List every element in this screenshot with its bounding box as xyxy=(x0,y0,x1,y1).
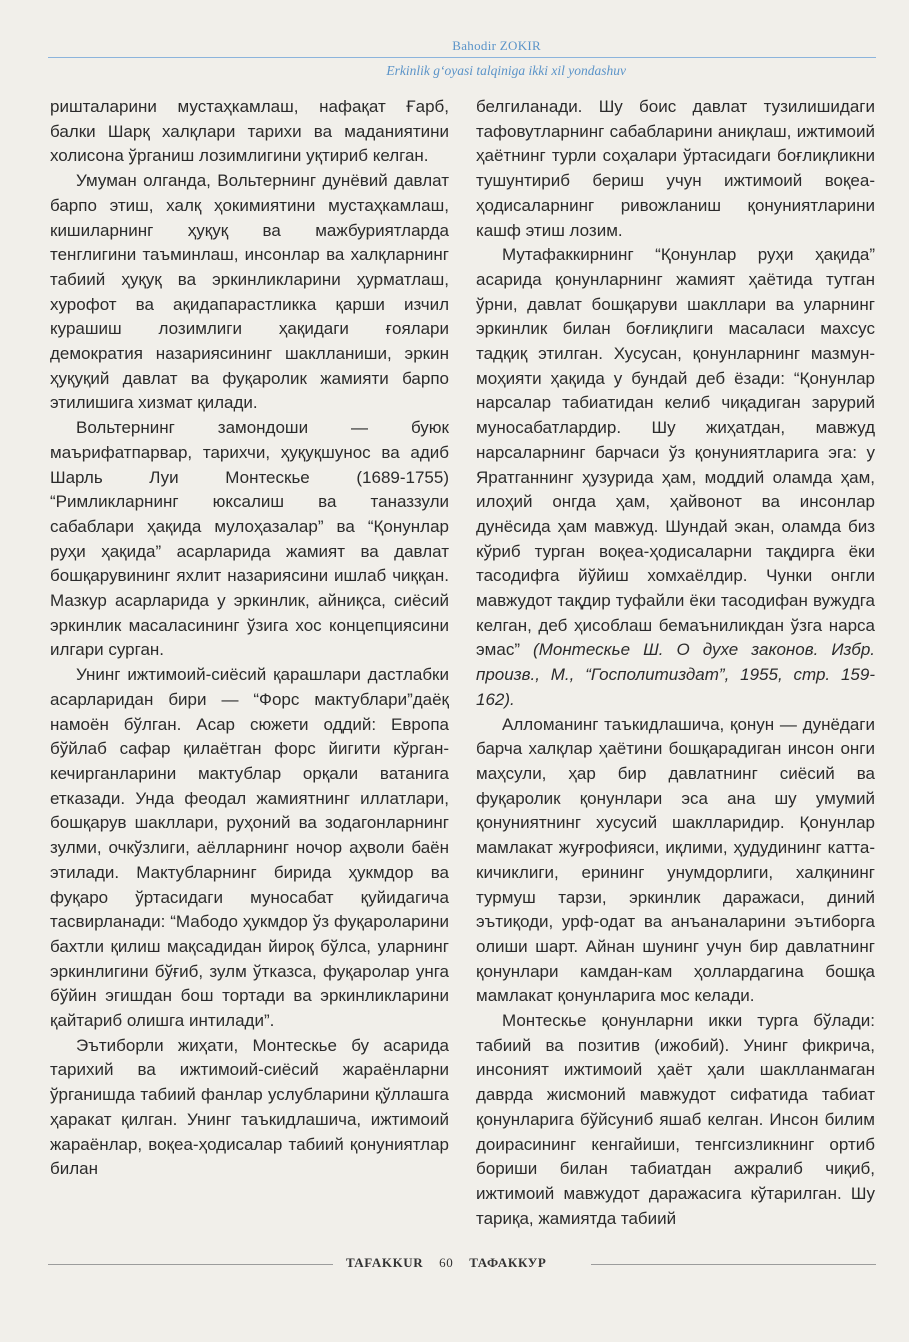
paragraph: Монтескье қонунларни икки турга бўлади: табиий ва позитив (ижобий). Унинг фикрича, инсоният ижтимоий ҳаёт ҳали шаклланмаган даврда жисмоний мавжудот сифатида табиат қонунларига бўйсуниб яшаб келган. Инсон билим доирасининг кенгайиши, тенгсизликнинг ортиб бориши билан табиатдан ажралиб чиқиб, ижтимоий мавжудот даражасига кўтарилган. Шу тариқа, жамиятда табиий xyxy=(476,1011,875,1228)
paragraph: Алломанинг таъкидлашича, қонун — дунёдаги барча халқлар ҳаётини бошқарадиган инсон онги маҳсули, ҳар бир давлатнинг сиёсий ва фуқаролик қонунлари эса ана шу умумий қонуниятнинг хусусий шаклларидир. Қонунлар мамлакат жуғрофияси, иқлими, ҳудудининг катта-кичиклиги, ерининг унумдорлиги, халқининг турмуш тарзи, эркинлик даражаси, диний эътиқоди, урф-одат ва анъаналарини эътиборга олиши шарт. Айнан шунинг учун бир давлатнинг қонунлари камдан-кам ҳоллардагина бошқа мамлакат қонунларига мос келади. xyxy=(476,714,875,1006)
paragraph: ришталарини мустаҳкамлаш, нафақат Ғарб, балки Шарқ халқлари тарихи ва маданиятини холисона ўрганиш лозимлигини уқтириб келган. xyxy=(50,97,449,166)
left-column xyxy=(50,95,449,1237)
footer-magazine-cyrillic: ТАФАККУР xyxy=(469,1255,547,1270)
paragraph-text: Мутафаккирнинг “Қонунлар руҳи ҳақида” асарида қонунларнинг жамият ҳаётида тутган ўрни, давлат бошқаруви шакллари ва уларнинг эркинлик билан боғлиқлиги масаласи махсус тадқиқ этилган. Хусусан, қонунларнинг мазмун-моҳияти ҳақида у бундай деб ёзади: “Қонунлар нарсалар табиатидан келиб чиқадиган зарурий муносабатлардир. Шу жиҳатдан, мавжуд нарсаларнинг барчаси ўз қонуниятларига эга: у Яратганнинг ҳузурида ҳам, моддий оламда ҳам, илоҳий онгда ҳам, ҳайвонот ва инсонлар дунёсида ҳам мавжуд. Шундай экан, оламда биз кўриб турган воқеа-ҳодисаларни тақдирга ёки тасодифга йўйиш хомхаёлдир. Чунки онгли мавжудот тақдир туфайли ёки тасодифан вужудга келган, деб ҳисоблаш бемаъниликдан ўзга нарса эмас” xyxy=(476,245,875,660)
footer-rule-left xyxy=(48,1264,333,1265)
footer-text xyxy=(346,1255,546,1271)
page-number: 60 xyxy=(439,1255,454,1270)
paragraph: Вольтернинг замондоши — буюк маърифатпарвар, тарихчи, ҳуқуқшунос ва адиб Шарль Луи Монтескье (1689-1755) “Римликларнинг юксалиш ва таназзули сабаблари ҳақида мулоҳазалар” ва “Қонунлар руҳи ҳақида” асарларида жамият ва давлат бошқарувининг яхлит назариясини ишлаб чиққан. Мазкур асарларида у эркинлик, айниқса, сиёсий эркинлик масаласининг ўзига хос концепциясини илгари сурган. xyxy=(50,418,449,660)
right-column xyxy=(476,95,875,1237)
page-header xyxy=(48,36,876,88)
paragraph: белгиланади. Шу боис давлат тузилишидаги тафовутларнинг сабабларини аниқлаш, ижтимоий ҳаётнинг турли соҳалари ўртасидаги боғлиқликни тушунтириб бериш учун ижтимоий воқеа-ҳодисаларнинг ривожланиш қонуниятларини кашф этиш лозим. xyxy=(476,97,875,240)
paragraph: Унинг ижтимоий-сиёсий қарашлари дастлабки асарларидан бири — “Форс мактублари”даёқ намоён бўлган. Асар сюжети оддий: Европа бўйлаб сафар қилаётган форс йигити кўрган-кечирганларини мактублар орқали ватанига етказади. Унда феодал жамиятнинг иллатлари, бошқарув шакллари, руҳоний ва зодагонларнинг зулми, очкўзлиги, аёлларнинг ночор аҳволи баён этилади. Мактубларнинг бирида ҳукмдор ва фуқаро ўртасидаги муносабат қуйидагича тасвирланади: “Мабодо ҳукмдор ўз фуқароларини бахтли қилиш мақсадидан йироқ бўлса, уларнинг эркинлигини бўғиб, зулм ўтказса, фуқаролар унга бўйин эгишдан бош тортади ва эркинликларини қайтариб олишга интилади”. xyxy=(50,665,449,1031)
header-rule xyxy=(48,57,876,58)
author-name: Bahodir ZOKIR xyxy=(452,38,541,53)
paragraph: Эътиборли жиҳати, Монтескье бу асарида тарихий ва ижтимоий-сиёсий жараёнларни ўрганишда табиий фанлар услубларини қўллашга ҳаракат қилган. Унинг таъкидлашича, ижтимоий жараёнлар, воқеа-ҳодисалар табиий қонуниятлар билан xyxy=(50,1035,449,1179)
quote-paragraph xyxy=(476,243,875,712)
page-footer xyxy=(48,1252,876,1276)
article-subtitle: Erkinlik g‘oyasi talqiniga ikki xil yondashuv xyxy=(386,63,626,78)
paragraph: Умуман олганда, Вольтернинг дунёвий давлат барпо этиш, халқ ҳокимиятини мустаҳкамлаш, кишиларнинг ҳуқуқ ва мажбуриятларда тенглигини таъминлаш, инсонлар ва халқларнинг табиий ҳуқуқ ва эркинликларини ҳурматлаш, хурофот ва ақидапарастликка қарши изчил курашиш лозимлиги ҳақидаги ғоялари демократия назариясининг шаклланиши, эркин ҳуқуқий давлат ва фуқаролик жамияти барпо этилишига хизмат қилади. xyxy=(50,171,449,413)
footer-rule-right xyxy=(591,1264,876,1265)
citation: (Монтескье Ш. О духе законов. Избр. произв., М., “Госполитиздат”, 1955, стр. 159-162). xyxy=(476,640,875,709)
footer-magazine-latin: TAFAKKUR xyxy=(346,1255,424,1270)
